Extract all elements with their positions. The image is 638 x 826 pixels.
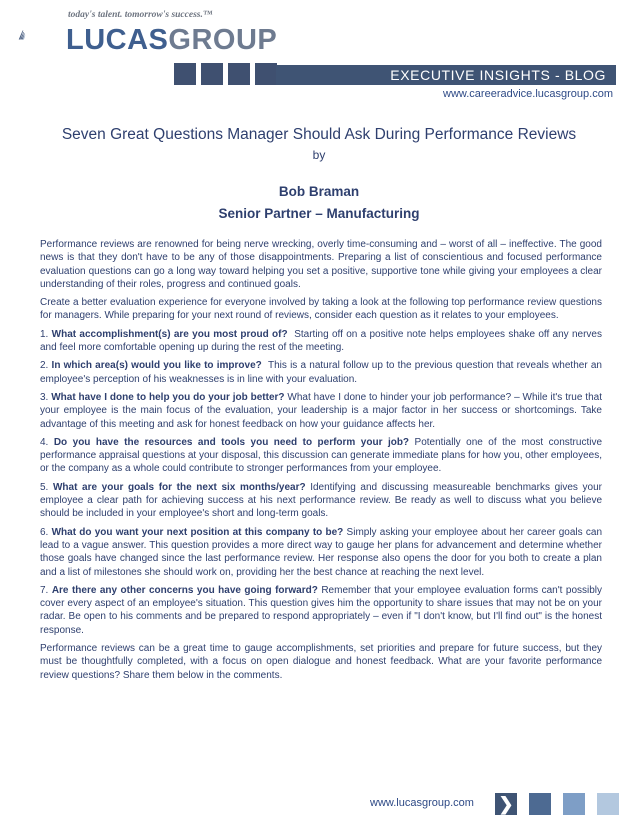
closing-paragraph: Performance reviews can be a great time to gauge accomplishments, set priorities and prepare for future success, but they must be thoughtfully completed, with a focus on open dialogue and honest feedback. What are your favorite performance review questions? Share them below in the comments.: [40, 643, 602, 681]
question-number: 7.: [40, 584, 49, 596]
question-text: What do you want your next position at this company to be?: [51, 526, 344, 538]
question-text: In which area(s) would you like to improve?: [51, 360, 262, 372]
question-explanation: Simply asking your employee about her career goals can lead to a vague answer. This question provides a more direct way to gauge her plans for advancement and determine whether those goals have changed since the last performance review. Her response also opens the door for you both to create a plan and a list of milestones she should work on, providing her the best chance at reaching the next level.: [40, 526, 603, 578]
question-explanation: What have I done to hinder your job performance? – While it's true that your employee is the main focus of the evaluation, your leadership is a major factor in her success or shortcomings. Take advantage of this meeting and ask for honest feedback on how your guidance affects her.: [40, 391, 602, 430]
header-banner: [276, 65, 616, 85]
question-paragraph: [40, 328, 602, 355]
question-paragraph: [40, 359, 602, 386]
question-number: 1.: [40, 328, 49, 340]
author-name: Bob Braman: [278, 184, 360, 199]
question-text: What are your goals for the next six months/year?: [52, 481, 306, 493]
banner-text: EXECUTIVE INSIGHTS - BLOG: [390, 67, 606, 83]
brand-name-light: GROUP: [168, 24, 278, 56]
question-explanation: Remember that your employee evaluation forms can't possibly cover every aspect of an employee's situation. This question gives him the opportunity to share issues that may not be on your radar. Be open to his comments and be prepared to respond appropriately – even if "I don't know, but I'll find out" is the honest response.: [40, 584, 603, 636]
byline-by: by: [312, 148, 326, 162]
intro-paragraph: Create a better evaluation experience for everyone involved by taking a look at the following top performance review questions for managers. While preparing for your next round of reviews, consider each question as it relates to your employees.: [40, 297, 602, 322]
question-text: Are there any other concerns you have going forward?: [51, 584, 318, 596]
footer-square: [597, 793, 619, 815]
tagline: today's talent. tomorrow's success.™: [68, 10, 213, 20]
brand-name-bold: LUCAS: [66, 24, 169, 56]
author-role: Senior Partner – Manufacturing: [218, 206, 420, 221]
brand-name[interactable]: [66, 24, 277, 57]
question-text: What accomplishment(s) are you most proud of?: [51, 328, 288, 340]
question-explanation: Identifying and discussing measureable benchmarks gives your employee a clear path for achieving success at his next performance review. Be ready as well to discuss what you believe should be included in your employee's short and long-term goals.: [40, 481, 602, 520]
question-explanation: This is a natural follow up to the previous question that reveals whether an employee's perception of his weaknesses is in line with your evaluation.: [40, 360, 602, 385]
next-arrow-icon[interactable]: ❯: [495, 793, 517, 815]
question-paragraph: [40, 436, 602, 476]
article-body: [40, 238, 602, 687]
footer-square: [529, 793, 551, 815]
lucasgroup-logo-mark: [18, 6, 66, 64]
intro-paragraph: Performance reviews are renowned for being nerve wrecking, overly time-consuming and – worst of all – ineffective. The good news is that they don't have to be any of those disappointments. Preparing a list of conscientious and focused performance evaluation questions can go a long way toward helping you set a positive, supportive tone while giving your employees a clear understanding of their roles, progress and continued goals.: [40, 239, 602, 290]
header-square: [174, 63, 196, 85]
header-square: [255, 63, 277, 85]
question-number: 6.: [40, 526, 49, 538]
question-paragraph: [40, 481, 602, 521]
footer-square: [563, 793, 585, 815]
header-square: [228, 63, 250, 85]
question-text: Do you have the resources and tools you need to perform your job?: [53, 436, 410, 448]
question-number: 5.: [40, 481, 49, 493]
question-paragraph: [40, 391, 602, 431]
question-number: 3.: [40, 391, 49, 403]
question-text: What have I done to help you do your job better?: [51, 391, 285, 403]
header-site-link[interactable]: www.careeradvice.lucasgroup.com: [443, 88, 613, 100]
question-paragraph: [40, 584, 602, 637]
question-number: 4.: [40, 436, 49, 448]
question-paragraph: [40, 526, 602, 579]
article-title: Seven Great Questions Manager Should Ask During Performance Reviews: [61, 126, 577, 143]
question-number: 2.: [40, 360, 49, 372]
question-explanation: Potentially one of the most constructive performance appraisal questions at your disposal, this discussion can generate immediate plans for how you, other employees, or the company as a whole could contribute to stronger performances from your employee.: [40, 436, 603, 475]
question-explanation: Starting off on a positive note helps employees shake off any nerves and feel more comfortable opening up during the rest of the meeting.: [40, 328, 602, 354]
footer-site-link[interactable]: www.lucasgroup.com: [370, 797, 474, 809]
header-square: [201, 63, 223, 85]
